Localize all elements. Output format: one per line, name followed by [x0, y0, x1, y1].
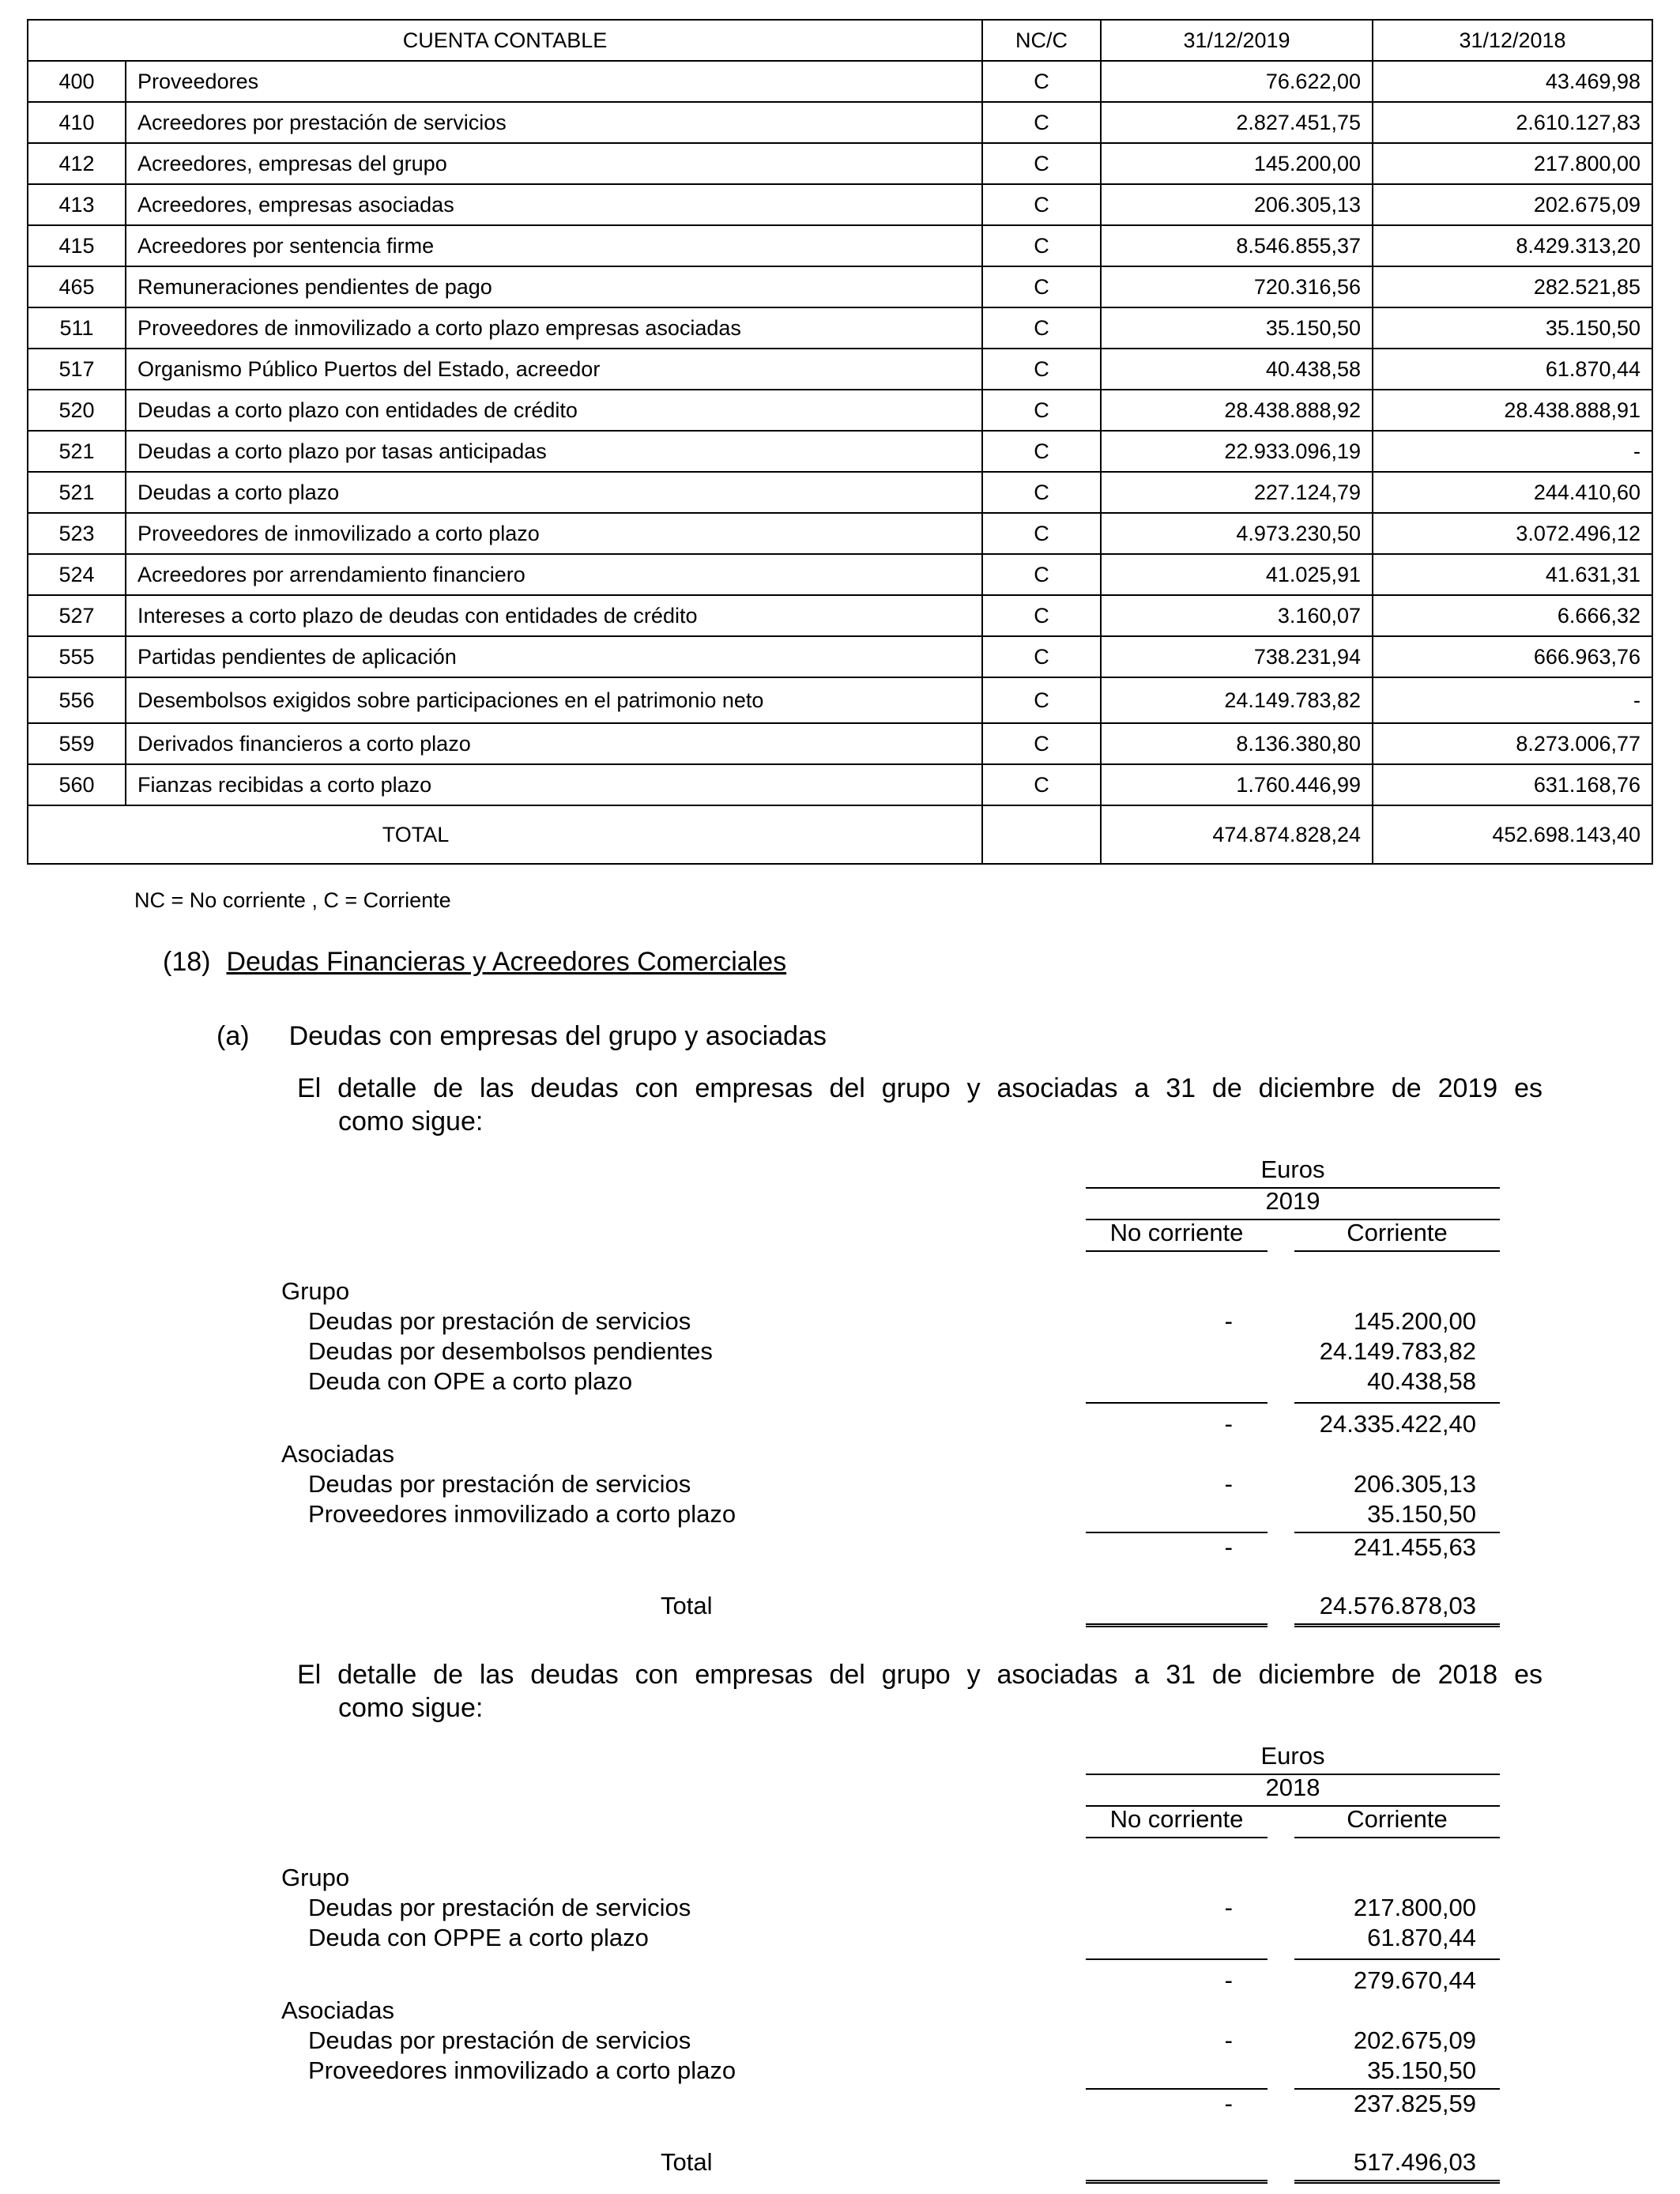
item-no-corriente: -	[1224, 1470, 1233, 1498]
amount-2018: -	[1373, 677, 1652, 723]
header-account: CUENTA CONTABLE	[28, 20, 982, 61]
total-label: TOTAL	[28, 805, 982, 864]
account-code: 400	[28, 61, 126, 102]
account-ncc: C	[982, 554, 1101, 595]
underline	[1294, 1958, 1500, 1960]
total-corriente: 517.496,03	[1353, 2148, 1476, 2176]
item-corriente: 217.800,00	[1353, 1894, 1476, 1921]
year-label: 2019	[1265, 1187, 1320, 1215]
amount-2019: 3.160,07	[1101, 595, 1373, 636]
account-name: Acreedores por prestación de servicios	[126, 102, 982, 143]
column-corriente: Corriente	[1347, 1805, 1448, 1833]
item-corriente: 24.149.783,82	[1319, 1337, 1476, 1365]
underline	[1086, 1250, 1268, 1252]
amount-2018: 202.675,09	[1373, 184, 1652, 225]
intro-2019-line1: El detalle de las deudas con empresas del grupo y asociadas a 31 de diciembre de 2019 es	[297, 1073, 1543, 1103]
subsection-letter: (a)	[217, 1021, 250, 1051]
amount-2018: 35.150,50	[1373, 307, 1652, 349]
table-row	[28, 554, 1652, 595]
table-row	[28, 61, 1652, 102]
table-row	[28, 143, 1652, 184]
account-ncc: C	[982, 102, 1101, 143]
intro-2018	[297, 1658, 1543, 1725]
account-name: Acreedores, empresas asociadas	[126, 184, 982, 225]
column-no-corriente: No corriente	[1109, 1219, 1244, 1246]
table-row	[28, 225, 1652, 266]
item-label: Deudas por desembolsos pendientes	[308, 1337, 713, 1365]
total-label: Total	[661, 1592, 713, 1619]
item-corriente: 206.305,13	[1353, 1470, 1476, 1498]
account-name: Acreedores, empresas del grupo	[126, 143, 982, 184]
table-row	[28, 677, 1652, 723]
subtotal-no-corriente: -	[1224, 1410, 1233, 1438]
item-label: Proveedores inmovilizado a corto plazo	[308, 1500, 736, 1528]
item-label: Deudas por prestación de servicios	[308, 1307, 691, 1335]
amount-2018: 282.521,85	[1373, 266, 1652, 307]
accounts-table	[27, 19, 1653, 865]
account-ncc: C	[982, 431, 1101, 472]
amount-2019: 22.933.096,19	[1101, 431, 1373, 472]
amount-2019: 8.136.380,80	[1101, 723, 1373, 764]
account-ncc: C	[982, 513, 1101, 554]
total-2018: 452.698.143,40	[1373, 805, 1652, 864]
account-name: Partidas pendientes de aplicación	[126, 636, 982, 677]
account-name: Acreedores por sentencia firme	[126, 225, 982, 266]
underline	[1294, 1250, 1500, 1252]
amount-2018: 631.168,76	[1373, 764, 1652, 805]
amount-2018: -	[1373, 431, 1652, 472]
amount-2019: 206.305,13	[1101, 184, 1373, 225]
item-corriente: 202.675,09	[1353, 2026, 1476, 2054]
legend-note: NC = No corriente , C = Corriente	[134, 888, 451, 912]
account-name: Derivados financieros a corto plazo	[126, 723, 982, 764]
subtotal-no-corriente: -	[1224, 1966, 1233, 1994]
amount-2019: 720.316,56	[1101, 266, 1373, 307]
item-no-corriente: -	[1224, 2026, 1233, 2054]
subtotal-no-corriente: -	[1224, 1533, 1233, 1561]
item-label: Deudas por prestación de servicios	[308, 1470, 691, 1498]
section-heading	[163, 947, 786, 978]
account-code: 465	[28, 266, 126, 307]
account-code: 523	[28, 513, 126, 554]
associates-label: Asociadas	[281, 1440, 395, 1468]
group-label: Grupo	[281, 1864, 350, 1891]
amount-2018: 6.666,32	[1373, 595, 1652, 636]
item-corriente: 35.150,50	[1367, 1500, 1476, 1528]
header-2018: 31/12/2018	[1373, 20, 1652, 61]
amount-2019: 24.149.783,82	[1101, 677, 1373, 723]
subsection-title: Deudas con empresas del grupo y asociadas	[288, 1021, 827, 1051]
account-code: 524	[28, 554, 126, 595]
subtotal-no-corriente: -	[1224, 2090, 1233, 2117]
account-ncc: C	[982, 143, 1101, 184]
total-row	[28, 805, 1652, 864]
amount-2018: 3.072.496,12	[1373, 513, 1652, 554]
account-name: Deudas a corto plazo	[126, 472, 982, 513]
table-row	[28, 349, 1652, 390]
account-ncc: C	[982, 764, 1101, 805]
account-code: 412	[28, 143, 126, 184]
underline	[1086, 1837, 1268, 1838]
account-code: 556	[28, 677, 126, 723]
item-corriente: 61.870,44	[1367, 1924, 1476, 1951]
table-row	[28, 513, 1652, 554]
subtotal-corriente: 24.335.422,40	[1319, 1410, 1476, 1438]
amount-2018: 61.870,44	[1373, 349, 1652, 390]
amount-2019: 2.827.451,75	[1101, 102, 1373, 143]
double-underline	[1086, 2180, 1268, 2184]
total-ncc	[982, 805, 1101, 864]
account-code: 415	[28, 225, 126, 266]
section-number: (18)	[163, 947, 211, 977]
subtotal-corriente: 241.455,63	[1353, 1533, 1476, 1561]
account-code: 527	[28, 595, 126, 636]
amount-2019: 1.760.446,99	[1101, 764, 1373, 805]
amount-2019: 227.124,79	[1101, 472, 1373, 513]
account-code: 413	[28, 184, 126, 225]
account-code: 520	[28, 390, 126, 431]
account-ncc: C	[982, 677, 1101, 723]
account-name: Deudas a corto plazo con entidades de crédito	[126, 390, 982, 431]
item-label: Deuda con OPE a corto plazo	[308, 1367, 633, 1395]
table-row	[28, 723, 1652, 764]
group-label: Grupo	[281, 1277, 350, 1305]
double-underline	[1086, 1623, 1268, 1627]
item-label: Deuda con OPPE a corto plazo	[308, 1924, 649, 1951]
double-underline	[1294, 2180, 1500, 2184]
subsection-heading	[217, 1021, 827, 1052]
underline	[1086, 2088, 1268, 2090]
account-ncc: C	[982, 472, 1101, 513]
item-label: Proveedores inmovilizado a corto plazo	[308, 2056, 736, 2084]
amount-2018: 666.963,76	[1373, 636, 1652, 677]
amount-2018: 8.429.313,20	[1373, 225, 1652, 266]
subtotal-corriente: 279.670,44	[1353, 1966, 1476, 1994]
amount-2018: 8.273.006,77	[1373, 723, 1652, 764]
table-row	[28, 102, 1652, 143]
item-label: Deudas por prestación de servicios	[308, 2026, 691, 2054]
account-code: 511	[28, 307, 126, 349]
amount-2018: 217.800,00	[1373, 143, 1652, 184]
account-ncc: C	[982, 266, 1101, 307]
header-2019: 31/12/2019	[1101, 20, 1373, 61]
amount-2019: 4.973.230,50	[1101, 513, 1373, 554]
intro-2019-line2: como sigue:	[338, 1106, 484, 1137]
currency-label: Euros	[1260, 1155, 1325, 1183]
amount-2018: 244.410,60	[1373, 472, 1652, 513]
total-corriente: 24.576.878,03	[1319, 1592, 1476, 1619]
table-body	[28, 61, 1652, 805]
account-code: 517	[28, 349, 126, 390]
account-name: Fianzas recibidas a corto plazo	[126, 764, 982, 805]
currency-label: Euros	[1260, 1742, 1325, 1770]
section-title: Deudas Financieras y Acreedores Comerciales	[226, 947, 787, 977]
account-name: Organismo Público Puertos del Estado, acreedor	[126, 349, 982, 390]
item-no-corriente: -	[1224, 1894, 1233, 1921]
account-ncc: C	[982, 636, 1101, 677]
table-row	[28, 764, 1652, 805]
table-row	[28, 431, 1652, 472]
underline	[1294, 1837, 1500, 1838]
amount-2018: 43.469,98	[1373, 61, 1652, 102]
item-no-corriente: -	[1224, 1307, 1233, 1335]
amount-2018: 41.631,31	[1373, 554, 1652, 595]
account-code: 521	[28, 472, 126, 513]
intro-2018-line1: El detalle de las deudas con empresas del grupo y asociadas a 31 de diciembre de 2018 es	[297, 1660, 1543, 1690]
double-underline	[1294, 1623, 1500, 1627]
intro-2019	[297, 1072, 1543, 1138]
account-ncc: C	[982, 723, 1101, 764]
account-name: Remuneraciones pendientes de pago	[126, 266, 982, 307]
table-row	[28, 595, 1652, 636]
total-label: Total	[661, 2148, 713, 2176]
account-ncc: C	[982, 595, 1101, 636]
table-row	[28, 390, 1652, 431]
item-corriente: 40.438,58	[1367, 1367, 1476, 1395]
account-name: Proveedores de inmovilizado a corto plazo	[126, 513, 982, 554]
underline	[1086, 1958, 1268, 1960]
subtotal-corriente: 237.825,59	[1353, 2090, 1476, 2117]
header-ncc: NC/C	[982, 20, 1101, 61]
amount-2019: 76.622,00	[1101, 61, 1373, 102]
account-name: Proveedores	[126, 61, 982, 102]
account-name: Desembolsos exigidos sobre participaciones en el patrimonio neto	[126, 677, 982, 723]
account-code: 555	[28, 636, 126, 677]
item-corriente: 145.200,00	[1353, 1307, 1476, 1335]
item-corriente: 35.150,50	[1367, 2056, 1476, 2084]
item-label: Deudas por prestación de servicios	[308, 1894, 691, 1921]
amount-2018: 28.438.888,91	[1373, 390, 1652, 431]
amount-2019: 41.025,91	[1101, 554, 1373, 595]
account-ncc: C	[982, 225, 1101, 266]
account-ncc: C	[982, 349, 1101, 390]
underline	[1294, 1402, 1500, 1404]
associates-label: Asociadas	[281, 1996, 395, 2024]
intro-2018-line2: como sigue:	[338, 1693, 484, 1723]
amount-2019: 738.231,94	[1101, 636, 1373, 677]
account-name: Deudas a corto plazo por tasas anticipadas	[126, 431, 982, 472]
amount-2019: 40.438,58	[1101, 349, 1373, 390]
total-2019: 474.874.828,24	[1101, 805, 1373, 864]
account-ncc: C	[982, 307, 1101, 349]
year-label: 2018	[1265, 1774, 1320, 1801]
amount-2019: 8.546.855,37	[1101, 225, 1373, 266]
account-name: Intereses a corto plazo de deudas con entidades de crédito	[126, 595, 982, 636]
account-ncc: C	[982, 390, 1101, 431]
account-code: 521	[28, 431, 126, 472]
table-row	[28, 184, 1652, 225]
column-corriente: Corriente	[1347, 1219, 1448, 1246]
underline	[1086, 1532, 1268, 1533]
account-code: 560	[28, 764, 126, 805]
amount-2018: 2.610.127,83	[1373, 102, 1652, 143]
account-name: Acreedores por arrendamiento financiero	[126, 554, 982, 595]
column-no-corriente: No corriente	[1109, 1805, 1244, 1833]
account-ncc: C	[982, 61, 1101, 102]
underline	[1086, 1402, 1268, 1404]
amount-2019: 35.150,50	[1101, 307, 1373, 349]
amount-2019: 28.438.888,92	[1101, 390, 1373, 431]
table-header-row	[28, 20, 1652, 61]
table-row	[28, 307, 1652, 349]
table-row	[28, 636, 1652, 677]
account-code: 559	[28, 723, 126, 764]
account-code: 410	[28, 102, 126, 143]
account-ncc: C	[982, 184, 1101, 225]
table-row	[28, 472, 1652, 513]
table-row	[28, 266, 1652, 307]
amount-2019: 145.200,00	[1101, 143, 1373, 184]
account-name: Proveedores de inmovilizado a corto plazo empresas asociadas	[126, 307, 982, 349]
